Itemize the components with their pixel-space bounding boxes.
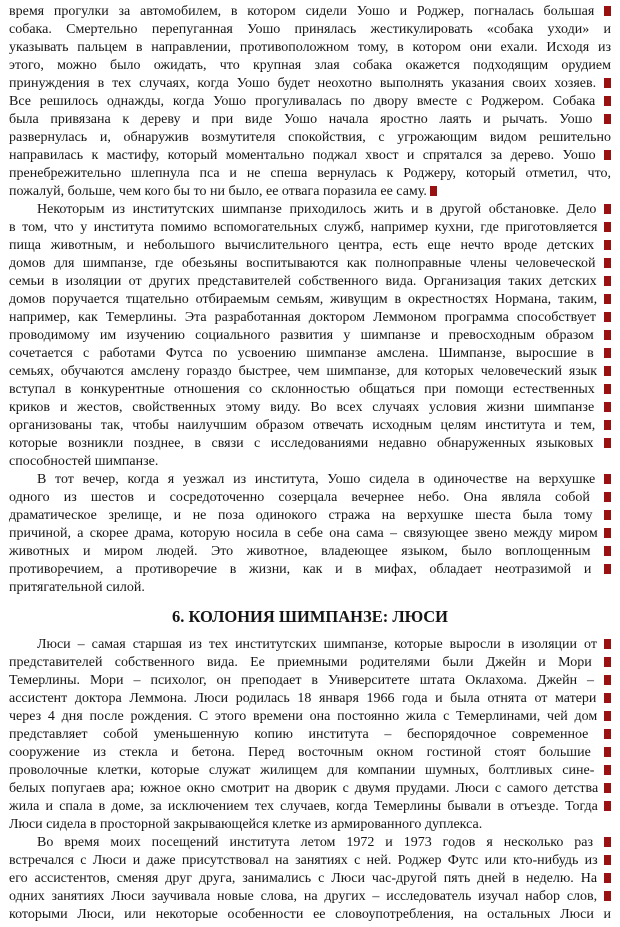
line-end-marker xyxy=(604,114,611,124)
text-line: направилась к мастифу, который моментально поджал хвост и спрятался за дерево. Уошо xyxy=(9,147,611,165)
text-line: встречался с Люси и даже присутствовал на занятиях с ней. Роджер Футс или кто-нибудь из xyxy=(9,852,611,870)
text-line: жила и спала в доме, за исключением тех случаев, когда Темерлины бывали в отъезде. Тогда xyxy=(9,798,611,816)
text-line: указывать пальцем в направлении, противоположном тому, в котором они ехали. Исходя из xyxy=(9,40,611,55)
line-end-marker xyxy=(604,438,611,448)
line-end-marker xyxy=(604,783,611,793)
text-line: криков и жестов, свойственных этому виду. Во всех случаях условия жизни шимпанзе xyxy=(9,399,611,417)
text-line: развернулась и, обнаружив возмутителя спокойствия, с угрожающим видом решительно xyxy=(9,130,611,145)
text-line: вступал в конкурентные отношения со склонностью общаться при помощи естественных xyxy=(9,381,611,399)
text-line: была привязана к дереву и при виде Уошо начала яростно лаять и рычать. Уошо xyxy=(9,111,611,129)
text-line: представляет собой уменьшенную копию института – беспорядочное современное xyxy=(9,726,611,744)
line-end-marker xyxy=(604,657,611,667)
line-end-marker xyxy=(604,639,611,649)
text-line: белых попугаев ара; южное окно смотрит на дворик с двумя прудами. Люси с самого детства xyxy=(9,780,611,798)
line-end-marker xyxy=(430,186,437,196)
text-line: принуждения в тех случаях, когда Уошо будет неохотно выполнять указания своих хозяев. xyxy=(9,75,611,93)
text-line: которыми Люси, или некоторые особенности ее словоупотребления, на остальных Люси и xyxy=(9,907,611,922)
text-line: например, как Темерлины. Эта разработанная доктором Леммоном программа способствует xyxy=(9,309,611,327)
paragraph xyxy=(9,3,611,201)
text-line: ассистент доктора Леммона. Люси родилась 18 января 1966 года и была отнята от матери xyxy=(9,690,611,708)
line-end-marker xyxy=(604,675,611,685)
text-line: его ассистентов, сменяя друг друга, занимались с Люси час-другой пять дней в неделю. На xyxy=(9,870,611,888)
text-line: пренебрежительно шлепнула пса и не спеша вернулась к Роджеру, который отметил, что, xyxy=(9,166,611,181)
paragraph xyxy=(9,636,611,834)
text-line: домов поручается тщательно отбираемым семьям, живущим в окрестностях Нормана, таким, xyxy=(9,291,611,309)
line-end-marker xyxy=(604,546,611,556)
line-end-marker xyxy=(604,348,611,358)
paragraph xyxy=(9,201,611,471)
text-line: драматическое зрелище, и не поза одинокого стража на верхушке шеста была тому xyxy=(9,507,611,525)
line-end-marker xyxy=(604,837,611,847)
text-line: проволочные клетки, которые служат жилищем для компании шумных, болтливых сине- xyxy=(9,762,611,780)
line-end-marker xyxy=(604,6,611,16)
line-end-marker xyxy=(604,420,611,430)
text-line: организованы так, чтобы наилучшим образом отвечать исходным целям института и тем, xyxy=(9,417,611,435)
line-end-marker xyxy=(604,222,611,232)
line-end-marker xyxy=(604,873,611,883)
line-end-marker xyxy=(604,258,611,268)
line-end-marker xyxy=(604,330,611,340)
text-line: Все решилось однажды, когда Уошо прогуливалась по двору вместе с Роджером. Собака xyxy=(9,93,611,111)
text-line: Люси – самая старшая из тех институтских шимпанзе, которые выросли в изоляции от xyxy=(9,636,611,654)
line-end-marker xyxy=(604,474,611,484)
line-end-marker xyxy=(604,492,611,502)
text-line: время прогулки за автомобилем, в котором сидели Уошо и Роджер, погналась большая xyxy=(9,3,611,21)
line-end-marker xyxy=(604,765,611,775)
text-line: животных и миром людей. Это животное, владеющее языком, было воплощенным xyxy=(9,543,611,561)
line-end-marker xyxy=(604,240,611,250)
line-end-marker xyxy=(604,276,611,286)
text-line: проводимому им изучению социального развития у шимпанзе и превосходным образом xyxy=(9,327,611,345)
line-end-marker xyxy=(604,366,611,376)
line-end-marker xyxy=(604,528,611,538)
paragraph xyxy=(9,471,611,597)
line-end-marker xyxy=(604,204,611,214)
line-end-marker xyxy=(604,564,611,574)
text-line: этого, можно было ожидать, что крупная злая собака окажется подходящим орудием xyxy=(9,58,611,73)
text-line: семьях, обучаются амслену гораздо быстрее, чем шимпанзе, для которых человеческий язык xyxy=(9,363,611,381)
text-line: одних занятиях Люси заучивала новые слова, на других – исследователь изучал набор слов, xyxy=(9,888,611,906)
text-line: представителей собственного вида. Ее приемными родителями были Джейн и Мори xyxy=(9,654,611,672)
text-line: сооружение из стекла и бетона. Перед восточным окном гостиной стоят большие xyxy=(9,744,611,762)
line-end-marker xyxy=(604,747,611,757)
text-line: домов для шимпанзе, где обезьяны воспитываются как полноправные члены человеческой xyxy=(9,255,611,273)
line-end-marker xyxy=(604,711,611,721)
line-end-marker xyxy=(604,294,611,304)
paragraph xyxy=(9,834,611,924)
text-line: В тот вечер, когда я уезжал из института, Уошо сидела в одиночестве на верхушке xyxy=(9,471,611,489)
line-end-marker xyxy=(604,693,611,703)
text-line: семьи в изоляции от других представителей собственного вида. Организация таких детских xyxy=(9,273,611,291)
line-end-marker xyxy=(604,510,611,520)
text-line: одного из шестов и сосредоточенно созерцала вечернее небо. Она являла собой xyxy=(9,489,611,507)
line-end-marker xyxy=(604,729,611,739)
text-line: через 4 дня после рождения. С этого времени она постоянно жила с Темерлинами, чей дом xyxy=(9,708,611,726)
line-end-marker xyxy=(604,891,611,901)
text-line: противоречием, а противоречие в жизни, как и в мифах, обладает неотразимой и xyxy=(9,561,611,579)
text-line: собака. Смертельно перепуганная Уошо принялась жестикулировать «собака уходи» и xyxy=(9,22,611,37)
line-end-marker xyxy=(604,96,611,106)
text-line: способностей шимпанзе. xyxy=(9,454,159,469)
text-line: пища животным, и небольшого вычислительного центра, есть еще нечто вроде детских xyxy=(9,237,611,255)
line-end-marker xyxy=(604,150,611,160)
text-line: которые возникли позднее, в связи с исследованиями недавно обнаруженных языковых xyxy=(9,435,611,453)
text-line: Во время моих посещений института летом 1972 и 1973 годов я несколько раз xyxy=(9,834,611,852)
line-end-marker xyxy=(604,402,611,412)
text-line: в том, что у института помимо вспомогательных служб, например кухни, где приготовляется xyxy=(9,219,611,237)
line-end-marker xyxy=(604,384,611,394)
text-line: пожалуй, больше, чем кого бы то ни было, ее отвага поразила ее саму. xyxy=(9,183,611,201)
text-line: сочетается с работами Футса по усвоению шимпанзе амслена. Шимпанзе, выросшие в xyxy=(9,345,611,363)
chapter-heading: 6. КОЛОНИЯ ШИМПАНЗЕ: ЛЮСИ xyxy=(172,607,448,626)
text-line: причиной, а скорее драма, которую носила в себе она сама – связующее звено между миром xyxy=(9,525,611,543)
line-end-marker xyxy=(604,855,611,865)
text-line: Темерлины. Мори – психолог, он преподает в Университете штата Оклахома. Джейн – xyxy=(9,672,611,690)
line-end-marker xyxy=(604,312,611,322)
line-end-marker xyxy=(604,801,611,811)
text-line: Некоторым из институтских шимпанзе приходилось жить и в другой обстановке. Дело xyxy=(9,201,611,219)
text-line: притягательной силой. xyxy=(9,580,145,595)
text-line: Люси сидела в просторной закрывающейся клетке из армированного дуплекса. xyxy=(9,817,483,832)
line-end-marker xyxy=(604,78,611,88)
